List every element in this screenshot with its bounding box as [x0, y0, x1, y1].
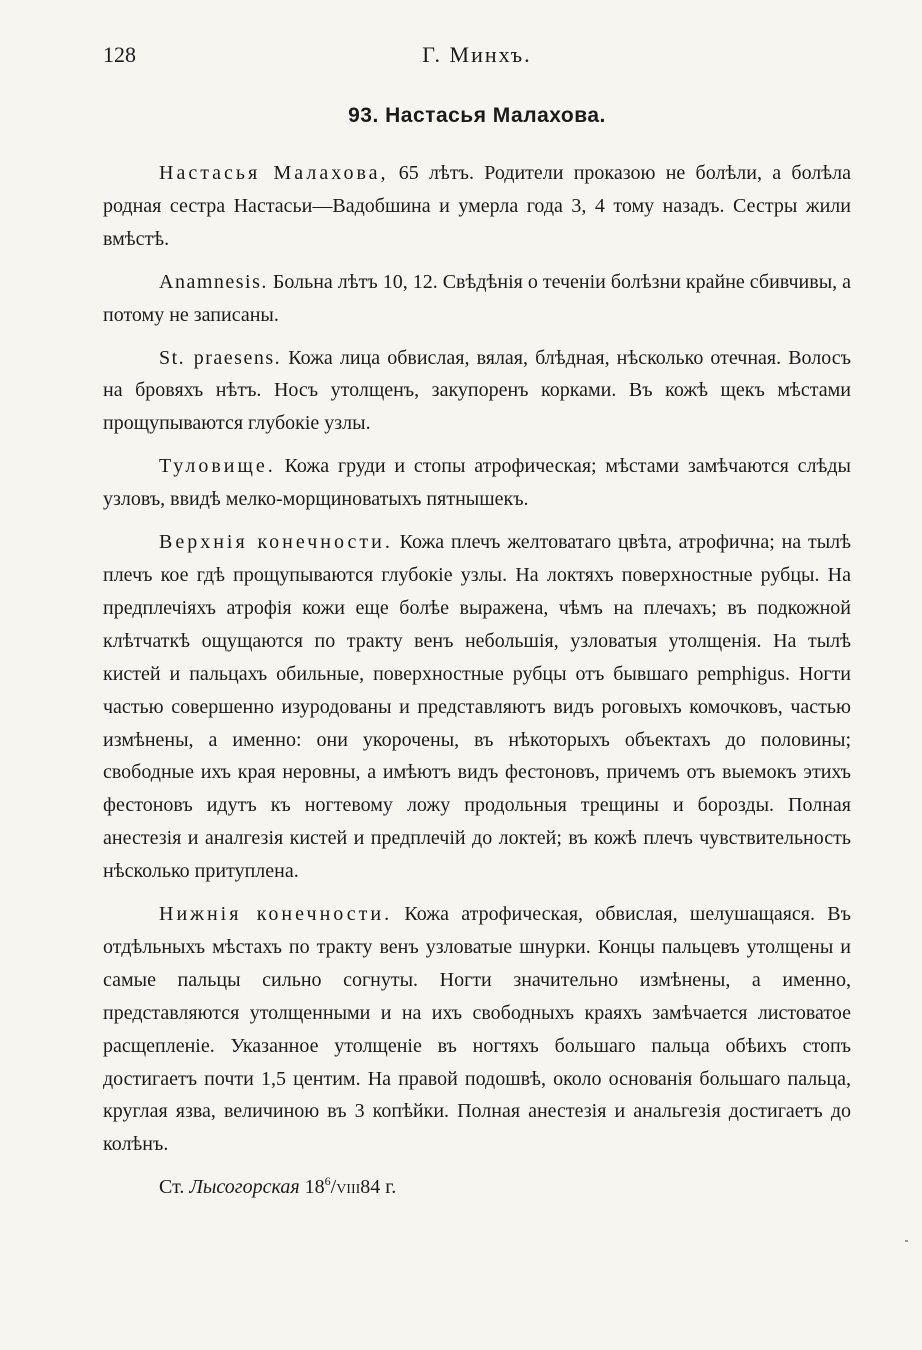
paragraph-anamnesis [103, 266, 851, 332]
paragraph-text: Кожа груди и стопы атрофическая; мѣстами замѣчаются слѣды узловъ, ввидѣ мелко-морщиноватыхъ пятнышекъ. [103, 455, 851, 511]
signature-day: 18 [304, 1176, 325, 1199]
signature-month-num: 6 [324, 1174, 331, 1189]
paragraph-trunk [103, 450, 851, 516]
paragraph-intro [103, 157, 851, 256]
paragraph-text: Кожа атрофическая, обвислая, шелушащаяся. Въ отдѣльныхъ мѣстахъ по тракту венъ узловатые шнурки. Концы пальцевъ утолщены и самые пальцы сильно согнуты. Ногти значительно измѣнены, а именно, представляются утолщенными и на ихъ свободныхъ краяхъ замѣчается листоватое расщепленіе. Указанное утолщеніе въ ногтяхъ большаго пальца обѣихъ стопъ достигаетъ почти 1,5 центим. На правой подошвѣ, около основанія большаго пальца, круглая язва, величиною въ 3 копѣйки. Полная анестезія и анальгезія достигаетъ до колѣнъ. [103, 903, 851, 1156]
paragraph-status [103, 342, 851, 441]
paragraph-lead: Нижнія конечности. [159, 903, 393, 926]
paragraph-text: Кожа плечъ желтоватаго цвѣта, атрофична; на тылѣ плечъ кое гдѣ прощупываются глубокіе узлы. На локтяхъ поверхностные рубцы. На предплечіяхъ атрофія кожи еще болѣе выражена, чѣмъ на плечахъ; въ подкожной клѣтчаткѣ ощущаются по тракту венъ небольшія, узловатыя утолщенія. На тылѣ кистей и пальцахъ обильные, поверхностные рубцы отъ бывшаго pemphigus. Ногти частью совершенно изуродованы и представляютъ видъ роговыхъ комочковъ, частью измѣнены, а именно: они укорочены, въ нѣкоторыхъ объектахъ до половины; свободные ихъ края неровны, а имѣютъ видъ фестоновъ, причемъ отъ выемокъ этихъ фестоновъ идутъ къ ногтевому ложу продольныя трещины и борозды. Полная анестезія и аналгезія кистей и предплечій до локтей; въ кожѣ плечъ чувствительность нѣсколько притуплена. [103, 531, 851, 883]
document-body [103, 157, 851, 1217]
paragraph-lead: Верхнія конечности. [159, 531, 393, 554]
paragraph-text: Кожа лица обвислая, вялая, блѣдная, нѣсколько отечная. Волосъ на бровяхъ нѣтъ. Носъ утолщенъ, закупоренъ корками. Въ кожѣ щекъ мѣстами прощупываются глубокіе узлы. [103, 346, 851, 435]
paragraph-lead: St. praesens. [159, 346, 282, 369]
signature-month-roman: VIII [336, 1182, 361, 1198]
signature-prefix: Ст. [159, 1176, 185, 1199]
signature-year: 84 г. [360, 1176, 397, 1199]
paragraph-text: 65 лѣтъ. Родители проказою не болѣли, а болѣла родная сестра Настасьи—Вадобшина и умерла года 3, 4 тому назадъ. Сестры жили вмѣстѣ. [103, 162, 851, 250]
signature-place: Лысогорская [189, 1176, 300, 1199]
paragraph-text: Больна лѣтъ 10, 12. Свѣдѣнія о теченіи болѣзни крайне сбивчивы, а потому не записаны. [103, 270, 852, 326]
signature-line: Ст. Лысогорская $18^6/VIII84$ г. [159, 1174, 397, 1199]
paragraph-upper-limbs [103, 526, 851, 888]
paragraph-lead: Настасья Малахова, [159, 162, 389, 184]
paragraph-lead: Anamnesis. [159, 270, 268, 293]
section-title: 93. Настасья Малахова. [348, 104, 606, 127]
paragraph-lower-limbs [103, 898, 851, 1161]
running-head: Г. Минхъ. [422, 42, 532, 67]
page-number: 128 [103, 42, 136, 67]
margin-speck [905, 1240, 908, 1242]
page-header [103, 42, 851, 72]
paragraph-lead: Туловище. [159, 455, 276, 478]
